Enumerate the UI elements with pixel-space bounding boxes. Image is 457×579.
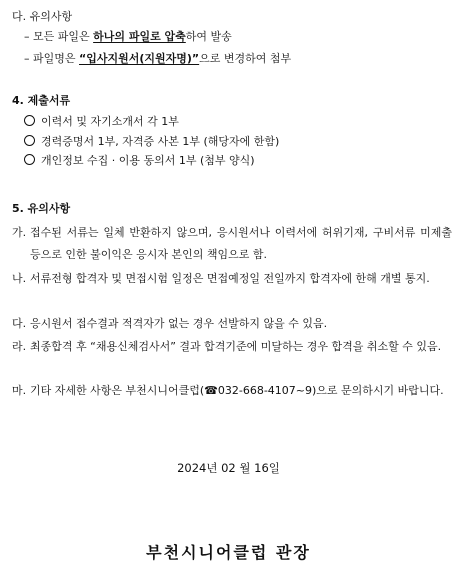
note-item bbox=[12, 336, 452, 358]
document-item-text: 개인정보 수집 · 이용 동의서 1부 (첨부 양식) bbox=[41, 154, 255, 167]
notice-line2-emphasis: “입사지원서(지원자명)” bbox=[79, 52, 200, 65]
organization-signature: 부천시니어클럽 관장 bbox=[146, 543, 311, 562]
note-item bbox=[12, 222, 452, 266]
circle-bullet-icon bbox=[24, 115, 35, 126]
document-item-text: 이력서 및 자기소개서 각 1부 bbox=[41, 115, 179, 128]
section5-heading: 5. 유의사항 bbox=[12, 202, 71, 215]
note-text: 최종합격 후 “채용신체검사서” 결과 합격기준에 미달하는 경우 합격을 취소할 수 있음. bbox=[30, 340, 442, 353]
note-label: 나. bbox=[12, 272, 27, 285]
document-item bbox=[24, 135, 279, 149]
note-label: 가. bbox=[12, 226, 27, 239]
document-item bbox=[24, 115, 179, 129]
notice-line2-suffix: 으로 변경하여 첨부 bbox=[199, 52, 292, 65]
section4-heading: 4. 제출서류 bbox=[12, 94, 71, 107]
note-item bbox=[12, 268, 452, 290]
document-item-text: 경력증명서 1부, 자격증 사본 1부 (해당자에 한함) bbox=[41, 135, 280, 148]
note-item bbox=[12, 380, 452, 402]
note-text: 응시원서 접수결과 적격자가 없는 경우 선발하지 않을 수 있음. bbox=[30, 317, 328, 330]
note-text: 기타 자세한 사항은 부천시니어클럽(☎032-668-4107~9)으로 문의하시기 바랍니다. bbox=[30, 384, 444, 397]
notice-line2-prefix: – 파일명은 bbox=[24, 52, 79, 65]
document-item bbox=[24, 154, 255, 168]
notice-line1-emphasis: 하나의 파일로 압축 bbox=[93, 30, 186, 43]
note-label: 라. bbox=[12, 340, 27, 353]
circle-bullet-icon bbox=[24, 154, 35, 165]
note-text: 접수된 서류는 일체 반환하지 않으며, 응시원서나 이력서에 허위기재, 구비서류 미제출 등으로 인한 불이익은 응시자 본인의 책임으로 함. bbox=[30, 226, 452, 261]
notice-line-compress bbox=[24, 30, 232, 44]
note-item bbox=[12, 313, 452, 335]
note-label: 마. bbox=[12, 384, 27, 397]
note-text: 서류전형 합격자 및 면접시험 일정은 면접예정일 전일까지 합격자에 한해 개별 통지. bbox=[30, 272, 430, 285]
notice-heading: 다. 유의사항 bbox=[12, 10, 73, 23]
circle-bullet-icon bbox=[24, 135, 35, 146]
document-date: 2024년 02 월 16일 bbox=[177, 461, 280, 475]
note-label: 다. bbox=[12, 317, 27, 330]
notice-line1-prefix: – 모든 파일은 bbox=[24, 30, 94, 43]
notice-line-filename bbox=[24, 52, 291, 66]
notice-line1-suffix: 하여 발송 bbox=[185, 30, 232, 43]
